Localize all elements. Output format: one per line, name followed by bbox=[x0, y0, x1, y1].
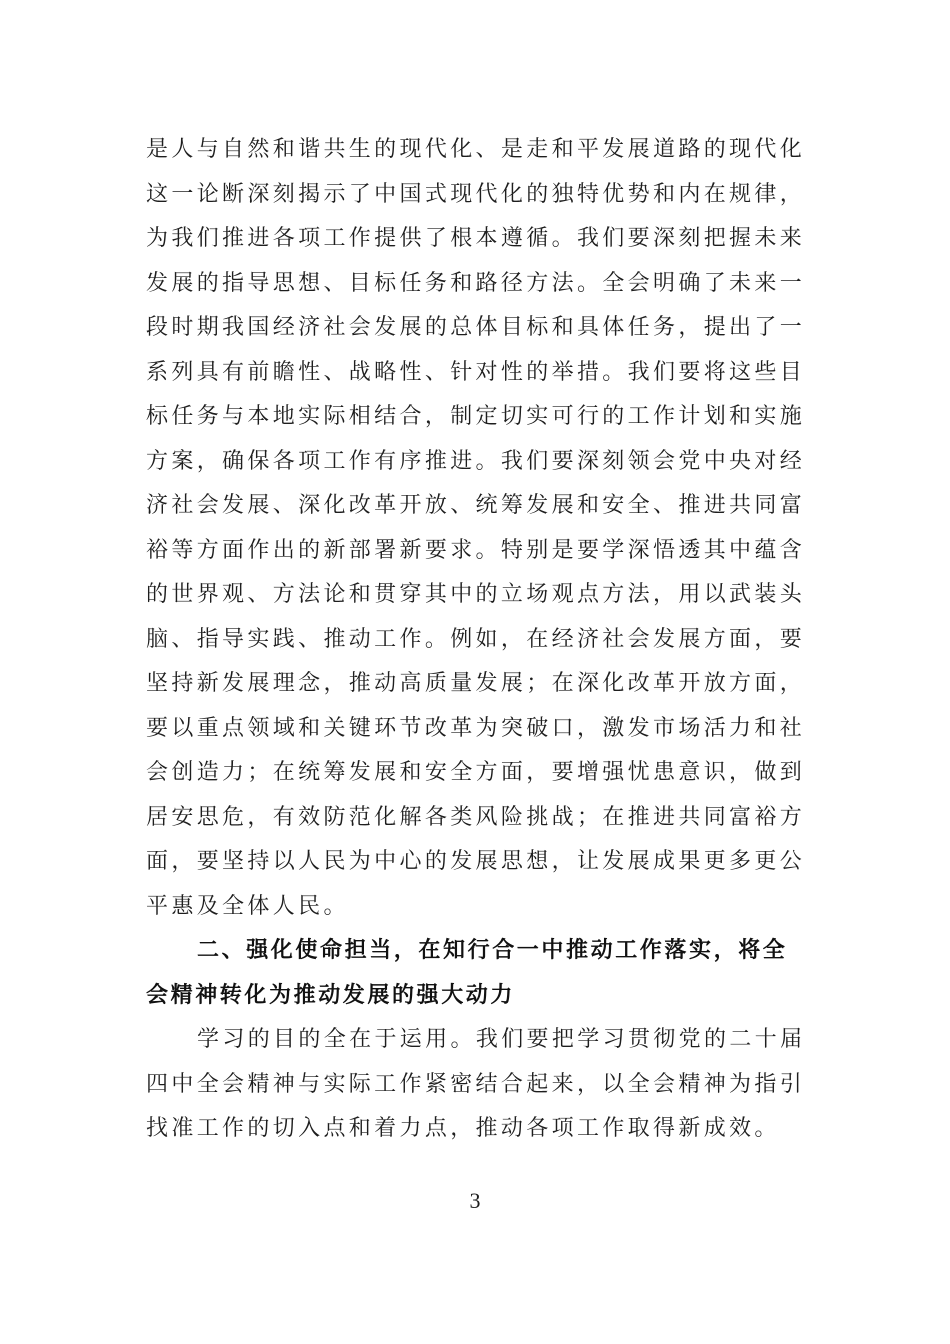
text-line: 四中全会精神与实际工作紧密结合起来，以全会精神为指引 bbox=[146, 1071, 806, 1097]
document-body bbox=[146, 128, 810, 1152]
text-line: 标任务与本地实际相结合，制定切实可行的工作计划和实施 bbox=[146, 404, 806, 429]
text-line: 方案，确保各项工作有序推进。我们要深刻领会党中央对经 bbox=[146, 448, 806, 474]
heading-line: 二、强化使命担当，在知行合一中推动工作落实，将全 bbox=[197, 938, 788, 963]
text-line: 学习的目的全在于运用。我们要把学习贯彻党的二十届 bbox=[197, 1027, 806, 1052]
text-line: 居安思危，有效防范化解各类风险挑战；在推进共同富裕方 bbox=[146, 804, 806, 830]
text-line: 坚持新发展理念，推动高质量发展；在深化改革开放方面， bbox=[146, 671, 806, 696]
text-line: 平惠及全体人民。 bbox=[146, 893, 349, 919]
text-line: 为我们推进各项工作提供了根本遵循。我们要深刻把握未来 bbox=[146, 226, 806, 251]
text-line: 找准工作的切入点和着力点，推动各项工作取得新成效。 bbox=[146, 1116, 780, 1141]
text-line: 发展的指导思想、目标任务和路径方法。全会明确了未来一 bbox=[146, 270, 806, 296]
page-number: 3 bbox=[469, 1188, 481, 1213]
text-line: 的世界观、方法论和贯穿其中的立场观点方法，用以武装头 bbox=[146, 582, 806, 607]
text-line: 是人与自然和谐共生的现代化、是走和平发展道路的现代化 bbox=[146, 137, 806, 162]
section-heading bbox=[146, 929, 810, 1018]
text-line: 裕等方面作出的新部署新要求。特别是要学深悟透其中蕴含 bbox=[146, 537, 806, 563]
text-line: 系列具有前瞻性、战略性、针对性的举措。我们要将这些目 bbox=[146, 359, 806, 385]
paragraph-continued bbox=[146, 128, 810, 929]
text-line: 这一论断深刻揭示了中国式现代化的独特优势和内在规律， bbox=[146, 181, 806, 207]
text-line: 会创造力；在统筹发展和安全方面，要增强忧患意识，做到 bbox=[146, 760, 806, 785]
paragraph bbox=[146, 1018, 810, 1152]
text-line: 济社会发展、深化改革开放、统筹发展和安全、推进共同富 bbox=[146, 493, 806, 518]
text-line: 要以重点领域和关键环节改革为突破口，激发市场活力和社 bbox=[146, 715, 806, 741]
heading-line: 会精神转化为推动发展的强大动力 bbox=[146, 982, 516, 1008]
text-line: 段时期我国经济社会发展的总体目标和具体任务，提出了一 bbox=[146, 315, 806, 340]
text-line: 脑、指导实践、推动工作。例如，在经济社会发展方面，要 bbox=[146, 626, 806, 652]
text-line: 面，要坚持以人民为中心的发展思想，让发展成果更多更公 bbox=[146, 849, 806, 874]
